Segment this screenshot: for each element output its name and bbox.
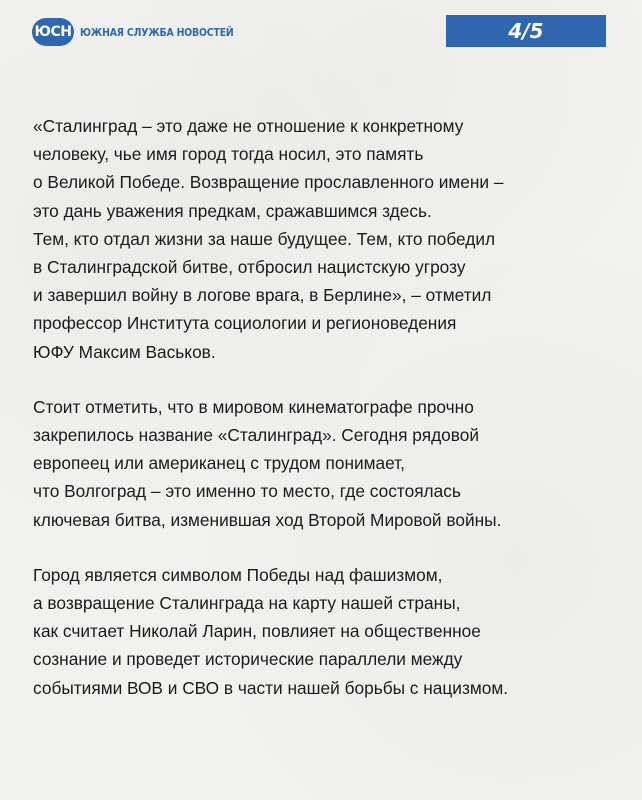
text-line: европеец или американец с трудом понимает, [33, 453, 405, 474]
paragraph-symbol [33, 561, 623, 702]
text-line: это дань уважения предкам, сражавшимся здесь. [33, 200, 432, 221]
article-body [33, 112, 623, 729]
text-line: «Сталинград – это даже не отношение к конкретному [33, 116, 464, 136]
page-counter: 4/5 [446, 15, 606, 47]
logo-badge: ЮСН [32, 18, 74, 46]
text-line: сознание и проведет исторические параллели между [33, 649, 463, 670]
text-line: ЮФУ Максим Васьков. [33, 341, 216, 362]
text-line: человеку, чье имя город тогда носил, это память [33, 144, 424, 165]
brand-logo[interactable] [32, 17, 261, 47]
text-line: а возвращение Сталинграда на карту нашей страны, [33, 593, 461, 614]
text-line: Стоит отметить, что в мировом кинематографе прочно [33, 396, 474, 417]
text-line: что Волгоград – это именно то место, где состоялась [33, 481, 461, 502]
text-line: закрепилось название «Сталинград». Сегодня рядовой [33, 425, 480, 446]
text-line: профессор Института социологии и регионоведения [33, 313, 457, 334]
text-line: и завершил войну в логове врага, в Берлине», – отметил [33, 285, 492, 306]
text-line: ключевая битва, изменившая ход Второй Мировой войны. [33, 509, 502, 530]
text-line: в Сталинградской битве, отбросил нацистскую угрозу [33, 257, 466, 278]
header [0, 0, 642, 62]
paragraph-quote [33, 112, 623, 366]
text-line: событиями ВОВ и СВО в части нашей борьбы с нацизмом. [33, 677, 509, 698]
text-line: о Великой Победе. Возвращение прославленного имени – [33, 172, 504, 193]
text-line: Город является символом Победы над фашизмом, [33, 564, 443, 585]
text-line: Тем, кто отдал жизни за наше будущее. Тем, кто победил [33, 228, 496, 249]
text-line: как считает Николай Ларин, повлияет на общественное [33, 621, 481, 642]
logo-name: ЮЖНАЯ СЛУЖБА НОВОСТЕЙ [80, 25, 234, 39]
paragraph-cinema [33, 393, 623, 534]
